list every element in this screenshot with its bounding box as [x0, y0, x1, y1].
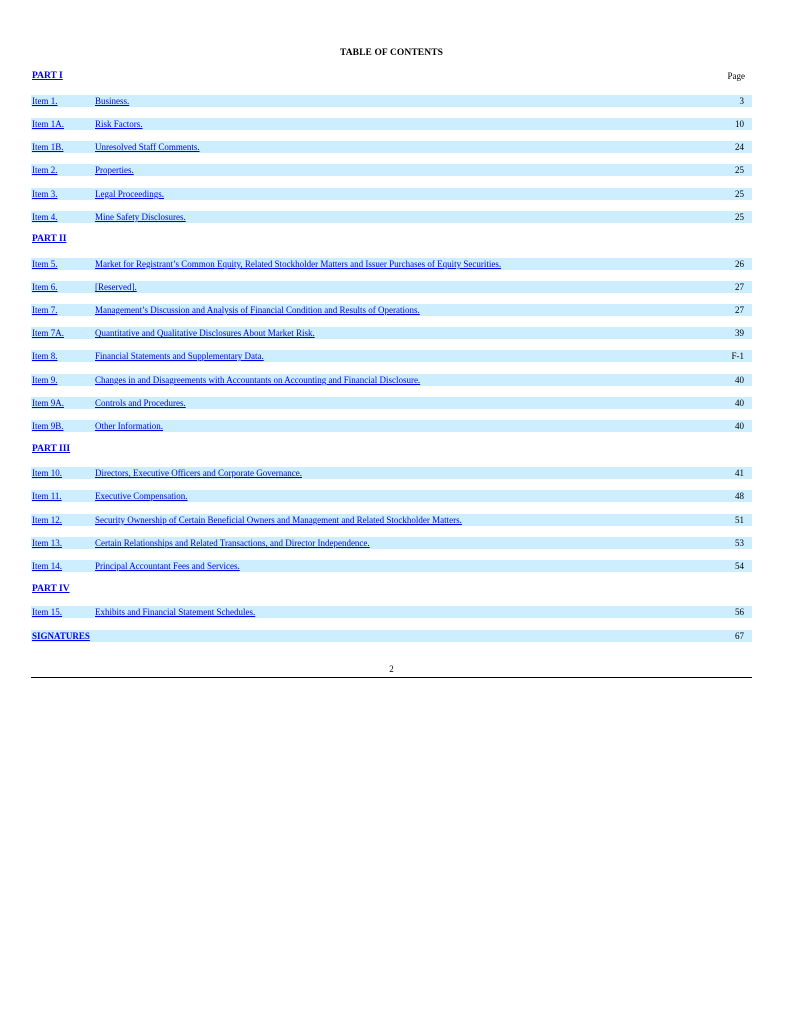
- toc-row: [31, 304, 752, 316]
- item-number-link[interactable]: Item 7A.: [32, 328, 64, 338]
- toc-row: [31, 258, 752, 270]
- item-number-link[interactable]: Item 9.: [32, 375, 58, 385]
- toc-row: [31, 350, 752, 362]
- item-description-link[interactable]: Mine Safety Disclosures.: [95, 212, 186, 222]
- item-number-link[interactable]: Item 1A.: [32, 119, 64, 129]
- item-description-link[interactable]: Principal Accountant Fees and Services.: [95, 561, 240, 571]
- signatures-link[interactable]: SIGNATURES: [32, 631, 90, 641]
- item-description-link[interactable]: Risk Factors.: [95, 119, 143, 129]
- item-page-number: 41: [735, 468, 744, 478]
- toc-row: [31, 374, 752, 386]
- item-page-number: 48: [735, 491, 744, 501]
- footer-page-number: 2: [389, 664, 394, 674]
- item-page-number: 25: [735, 189, 744, 199]
- item-page-number: 24: [735, 142, 744, 152]
- item-page-number: 40: [735, 398, 744, 408]
- toc-row: [31, 164, 752, 176]
- item-page-number: 39: [735, 328, 744, 338]
- item-description-link[interactable]: Changes in and Disagreements with Accountants on Accounting and Financial Disclosure.: [95, 375, 421, 385]
- item-page-number: 53: [735, 538, 744, 548]
- item-number-link[interactable]: Item 2.: [32, 165, 58, 175]
- item-number-link[interactable]: Item 1.: [32, 96, 58, 106]
- part-link[interactable]: PART IV: [32, 584, 70, 594]
- item-description-link[interactable]: Properties.: [95, 165, 134, 175]
- item-description-link[interactable]: Security Ownership of Certain Beneficial Owners and Management and Related Stockholder Matters.: [95, 515, 462, 525]
- part-heading: [32, 233, 66, 245]
- item-description-link[interactable]: Certain Relationships and Related Transactions, and Director Independence.: [95, 538, 370, 548]
- item-number-link[interactable]: Item 6.: [32, 282, 58, 292]
- toc-row: [31, 606, 752, 618]
- item-page-number: F-1: [731, 351, 744, 361]
- page-title: TABLE OF CONTENTS: [339, 48, 444, 58]
- item-description-link[interactable]: Business.: [95, 96, 130, 106]
- item-number-link[interactable]: Item 1B.: [32, 142, 64, 152]
- item-number-link[interactable]: Item 10.: [32, 468, 62, 478]
- signatures-page-number: 67: [735, 631, 744, 641]
- item-number-link[interactable]: Item 15.: [32, 607, 62, 617]
- toc-row: [31, 514, 752, 526]
- item-page-number: 25: [735, 165, 744, 175]
- item-page-number: 10: [735, 119, 744, 129]
- part-heading: [32, 583, 70, 595]
- item-description-link[interactable]: Executive Compensation.: [95, 491, 188, 501]
- item-page-number: 27: [735, 305, 744, 315]
- item-page-number: 27: [735, 282, 744, 292]
- toc-row: [31, 467, 752, 479]
- toc-row: [31, 281, 752, 293]
- toc-row: [31, 490, 752, 502]
- toc-row: [31, 141, 752, 153]
- item-page-number: 25: [735, 212, 744, 222]
- item-description-link[interactable]: Management’s Discussion and Analysis of Financial Condition and Results of Operations.: [95, 305, 420, 315]
- item-number-link[interactable]: Item 7.: [32, 305, 58, 315]
- toc-row: [31, 211, 752, 223]
- item-number-link[interactable]: Item 9B.: [32, 421, 64, 431]
- item-number-link[interactable]: Item 14.: [32, 561, 62, 571]
- item-number-link[interactable]: Item 4.: [32, 212, 58, 222]
- item-description-link[interactable]: Market for Registrant’s Common Equity, Related Stockholder Matters and Issuer Purchases of Equity Securities.: [95, 259, 502, 269]
- item-description-link[interactable]: Unresolved Staff Comments.: [95, 142, 200, 152]
- item-page-number: 54: [735, 561, 744, 571]
- toc-row: [31, 420, 752, 432]
- toc-row: [31, 327, 752, 339]
- item-number-link[interactable]: Item 9A.: [32, 398, 64, 408]
- part-link[interactable]: PART III: [32, 444, 71, 454]
- toc-row: [31, 95, 752, 107]
- footer-rule: [31, 677, 752, 678]
- item-number-link[interactable]: Item 5.: [32, 259, 58, 269]
- item-description-link[interactable]: Other Information.: [95, 421, 163, 431]
- toc-row: [31, 188, 752, 200]
- item-page-number: 56: [735, 607, 744, 617]
- toc-row: [31, 537, 752, 549]
- item-description-link[interactable]: Legal Proceedings.: [95, 189, 164, 199]
- item-description-link[interactable]: Exhibits and Financial Statement Schedules.: [95, 607, 256, 617]
- item-page-number: 40: [735, 375, 744, 385]
- item-page-number: 40: [735, 421, 744, 431]
- item-page-number: 51: [735, 515, 744, 525]
- item-description-link[interactable]: Financial Statements and Supplementary Data.: [95, 351, 264, 361]
- part-link[interactable]: PART I: [32, 71, 63, 81]
- page-column-label: Page: [727, 71, 745, 81]
- item-number-link[interactable]: Item 3.: [32, 189, 58, 199]
- part-heading: [32, 443, 70, 455]
- item-description-link[interactable]: [Reserved].: [95, 282, 137, 292]
- item-number-link[interactable]: Item 11.: [32, 491, 62, 501]
- item-description-link[interactable]: Directors, Executive Officers and Corporate Governance.: [95, 468, 302, 478]
- item-description-link[interactable]: Quantitative and Qualitative Disclosures About Market Risk.: [95, 328, 315, 338]
- part-heading: [32, 70, 63, 82]
- toc-row: [31, 118, 752, 130]
- toc-row: [31, 397, 752, 409]
- signatures-row: [31, 630, 752, 642]
- item-number-link[interactable]: Item 8.: [32, 351, 58, 361]
- item-description-link[interactable]: Controls and Procedures.: [95, 398, 186, 408]
- item-number-link[interactable]: Item 12.: [32, 515, 62, 525]
- part-link[interactable]: PART II: [32, 234, 67, 244]
- item-page-number: 3: [739, 96, 744, 106]
- item-page-number: 26: [735, 259, 744, 269]
- toc-row: [31, 560, 752, 572]
- item-number-link[interactable]: Item 13.: [32, 538, 62, 548]
